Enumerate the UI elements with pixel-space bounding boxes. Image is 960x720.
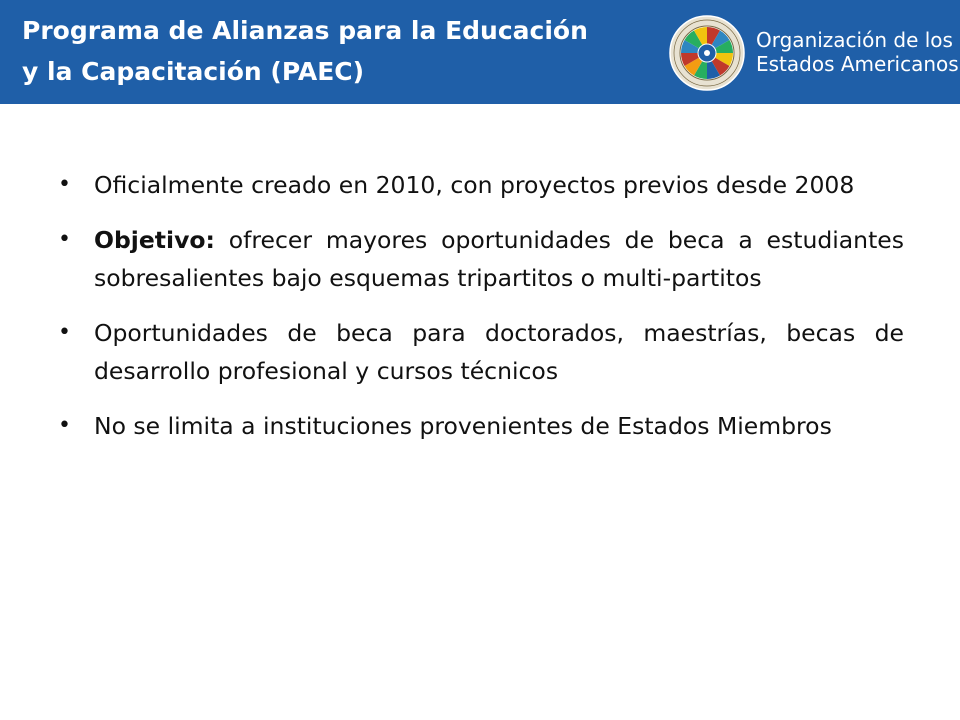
bullet-bold-text: Objetivo: — [94, 226, 215, 254]
bullet-text: Oportunidades de beca para doctorados, maestrías, becas de desarrollo profesional y cursos técnicos — [94, 319, 904, 385]
bullet-item — [58, 407, 904, 445]
slide-title-line-1: Programa de Alianzas para la Educación — [22, 16, 588, 45]
bullet-icon: • — [58, 227, 71, 252]
oas-seal-icon — [668, 14, 746, 92]
organization-name-line-2: Estados Americanos — [756, 52, 959, 76]
bullet-item — [58, 314, 904, 390]
oas-logo — [668, 14, 959, 92]
bullet-item — [58, 166, 904, 204]
slide-title — [22, 10, 642, 92]
bullet-icon: • — [58, 413, 71, 438]
bullet-item — [58, 221, 904, 297]
organization-name — [756, 28, 959, 76]
organization-name-line-1: Organización de los — [756, 28, 953, 52]
bullet-icon: • — [58, 172, 71, 197]
header-bar — [0, 0, 960, 104]
bullet-text: ofrecer mayores oportunidades de beca a estudiantes sobresalientes bajo esquemas tripartitos o multi-partitos — [94, 226, 904, 292]
slide-title-line-2: y la Capacitación (PAEC) — [22, 57, 365, 86]
bullet-text: Oficialmente creado en 2010, con proyectos previos desde 2008 — [94, 171, 855, 199]
bullet-icon: • — [58, 320, 71, 345]
bullet-text: No se limita a instituciones provenientes de Estados Miembros — [94, 412, 832, 440]
bullet-list — [58, 166, 904, 462]
